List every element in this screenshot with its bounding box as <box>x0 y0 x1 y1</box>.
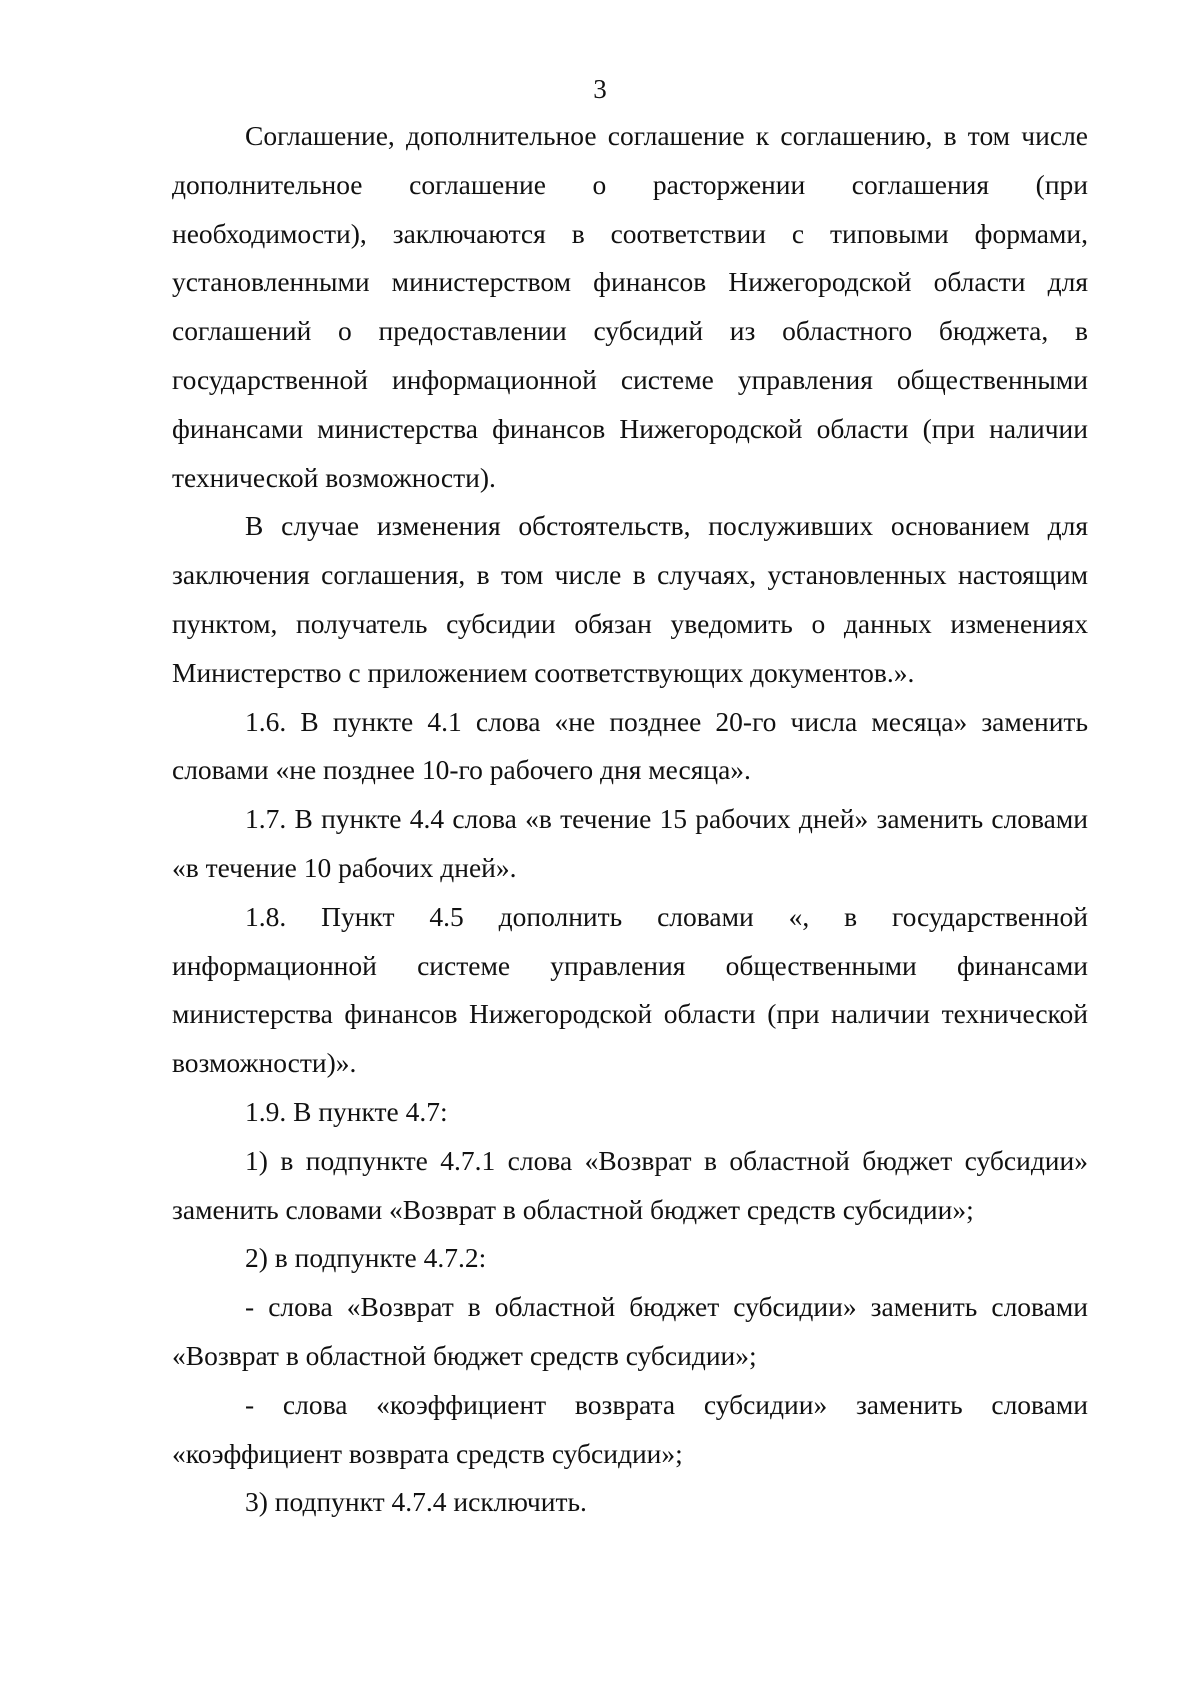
paragraph-agreement-forms: Соглашение, дополнительное соглашение к соглашению, в том числе дополнительное соглашение о расторжении соглашения (при необходимости), заключаются в соответствии с типовыми формами, установленными министерством финансов Нижегородской области для соглашений о предоставлении субсидий из областного бюджета, в государственной информационной системе управления общественными финансами министерства финансов Нижегородской области (при наличии технической возможности). <box>172 120 1088 493</box>
paragraph-subitem-2-dash-2: - слова «коэффициент возврата субсидии» заменить словами «коэффициент возврата средств субсидии»; <box>172 1388 1088 1469</box>
paragraph-item-1-6: 1.6. В пункте 4.1 слова «не позднее 20-го числа месяца» заменить словами «не позднее 10-го рабочего дня месяца». <box>172 705 1088 786</box>
paragraph-item-1-7: 1.7. В пункте 4.4 слова «в течение 15 рабочих дней» заменить словами «в течение 10 рабочих дней». <box>172 803 1088 883</box>
paragraph-subitem-2-dash-1: - слова «Возврат в областной бюджет субсидии» заменить словами «Возврат в областной бюджет средств субсидии»; <box>172 1291 1088 1371</box>
paragraph-item-1-9: 1.9. В пункте 4.7: <box>245 1095 448 1127</box>
paragraph-circumstances-change: В случае изменения обстоятельств, послуживших основанием для заключения соглашения, в том числе в случаях, установленных настоящим пунктом, получатель субсидии обязан уведомить о данных изменениях Министерство с приложением соответствующих документов.». <box>172 510 1088 688</box>
paragraph-item-1-8: 1.8. Пункт 4.5 дополнить словами «, в государственной информационной системе управления общественными финансами министерства финансов Нижегородской области (при наличии технической возможности)». <box>172 900 1088 1079</box>
page-number: 3 <box>593 74 607 104</box>
paragraph-subitem-3: 3) подпункт 4.7.4 исключить. <box>245 1486 587 1518</box>
document-body <box>172 112 1088 1527</box>
paragraph-subitem-2: 2) в подпункте 4.7.2: <box>245 1242 487 1274</box>
paragraph-subitem-1: 1) в подпункте 4.7.1 слова «Возврат в областной бюджет субсидии» заменить словами «Возврат в областной бюджет средств субсидии»; <box>172 1144 1088 1225</box>
